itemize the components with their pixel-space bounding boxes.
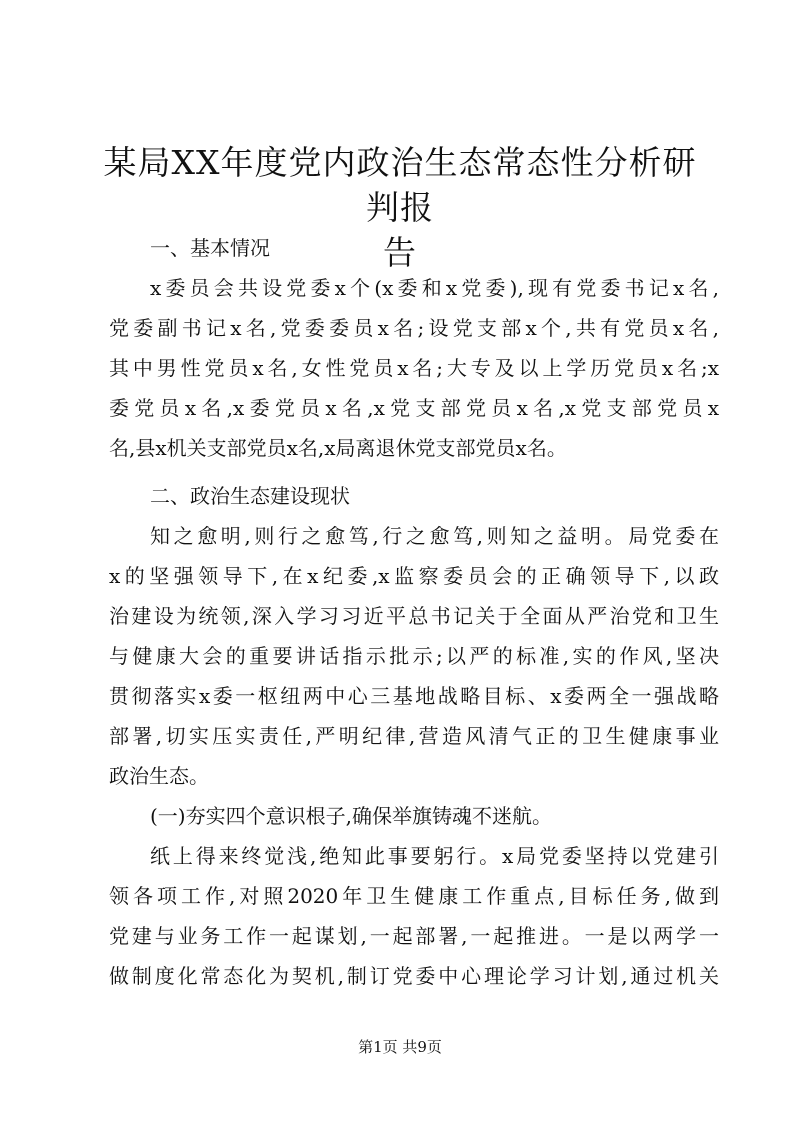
paragraph-line: 政治生态。 [109, 764, 209, 788]
paragraph-line: 委党员x名,x委党员x名,x党支部党员x名,x党支部党员x [109, 396, 719, 420]
section-heading-basic: 一、基本情况 [150, 236, 270, 260]
paragraph-line: 纸上得来终觉浅,绝知此事要躬行。x局党委坚持以党建引 [150, 844, 719, 868]
page-number: 第1页 共9页 [358, 1038, 442, 1056]
paragraph-line: 名,县x机关支部党员x名,x局离退休党支部党员x名。 [109, 436, 567, 460]
paragraph-line: 做制度化常态化为契机,制订党委中心理论学习计划,通过机关 [109, 964, 719, 988]
paragraph-line: 贯彻落实x委一枢纽两中心三基地战略目标、x委两全一强战略 [109, 684, 719, 708]
paragraph-line: x委员会共设党委x个(x委和x党委),现有党委书记x名, [150, 276, 719, 300]
paragraph-line: 知之愈明,则行之愈笃,行之愈笃,则知之益明。局党委在 [150, 524, 719, 548]
paragraph-line: 党委副书记x名,党委委员x名;设党支部x个,共有党员x名, [109, 316, 719, 340]
paragraph-line: 治建设为统领,深入学习习近平总书记关于全面从严治党和卫生 [109, 604, 719, 628]
section-heading-status: 二、政治生态建设现状 [150, 484, 350, 508]
paragraph-line: 部署,切实压实责任,严明纪律,营造风清气正的卫生健康事业 [109, 724, 719, 748]
paragraph-line: 党建与业务工作一起谋划,一起部署,一起推进。一是以两学一 [109, 924, 719, 948]
subsection-heading: (一)夯实四个意识根子,确保举旗铸魂不迷航。 [150, 804, 552, 828]
paragraph-line: x的坚强领导下,在x纪委,x监察委员会的正确领导下,以政 [109, 564, 719, 588]
paragraph-line: 领各项工作,对照2020年卫生健康工作重点,目标任务,做到 [109, 884, 719, 908]
title-line-2: 告 [383, 233, 417, 272]
paragraph-line: 与健康大会的重要讲话指示批示;以严的标准,实的作风,坚决 [109, 644, 719, 668]
title-line-1: 某局XX年度党内政治生态常态性分析研判报 [103, 143, 697, 227]
paragraph-line: 其中男性党员x名,女性党员x名;大专及以上学历党员x名;x [109, 356, 719, 380]
